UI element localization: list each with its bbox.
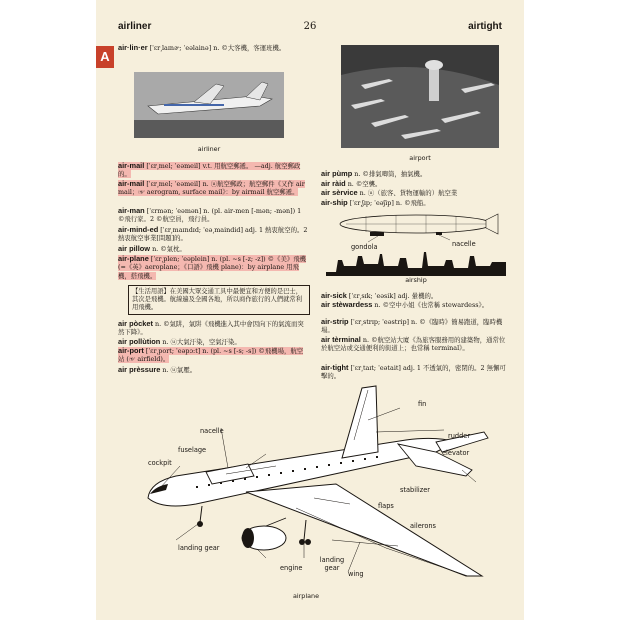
- headword: air pollùtion: [118, 337, 161, 346]
- airplane-label-rudder: rudder: [448, 432, 471, 440]
- airplane-label-fin: fin: [418, 400, 427, 408]
- headword: air sèrvice: [321, 188, 358, 197]
- entry-airplane: [118, 255, 308, 280]
- headword: air-tight: [321, 363, 349, 372]
- airliner-photo-art: [134, 72, 284, 138]
- entry-airmail-noun: [118, 180, 308, 197]
- airship-label-nacelle: nacelle: [452, 240, 476, 248]
- dictionary-page: [96, 0, 524, 620]
- letter-tab: A: [96, 46, 114, 68]
- headword: air-port: [118, 346, 144, 355]
- entry-airstrip: [321, 318, 506, 335]
- definition: [ˈɛr͵taɪt; ˈeətait] adj. 1 不透氣的，密閉的。2 無懈可擊的。: [321, 364, 506, 381]
- entry-airterminal: [321, 336, 506, 353]
- caption-airliner: airliner: [197, 145, 221, 153]
- airport-photo: [341, 45, 499, 148]
- definition: [ˈɛr͵laɪnɚ; ˈeəlainə] n. ©大客機，客運班機。: [147, 44, 286, 52]
- entry-airservice: [321, 189, 506, 197]
- definition: [ˈɛrmən; ˈeəmən] n. (pl. air-men [-mən; -mən]) 1 ©飛行家。2 ©航空員，飛行員。: [118, 207, 302, 224]
- entry-airpocket: [118, 320, 308, 337]
- entry-airport: [118, 347, 308, 364]
- header-left-word: airliner: [118, 21, 152, 32]
- headword: air-mail: [118, 161, 145, 170]
- headword: air-plane: [118, 254, 149, 263]
- headword: air ràid: [321, 179, 346, 188]
- headword: air pillow: [118, 244, 151, 253]
- definition: n. ©氣枕。: [150, 245, 186, 253]
- definition: [ˈɛr͵port; ˈeəpɔ:t] n. (pl. ~s [-s; -s]) ©飛機場，航空站 (☞ airfield)。: [118, 347, 304, 364]
- entry-airstewardess: [321, 301, 506, 309]
- page-number: 26: [303, 21, 317, 32]
- caption-airport: airport: [409, 154, 431, 162]
- definition: [ˈɛr͵ʃɪp; ˈeəʃip] n. ©飛船。: [347, 199, 430, 207]
- airplane-label-wing: wing: [348, 570, 364, 578]
- headword: air stèwardess: [321, 300, 373, 309]
- airliner-photo: [134, 72, 284, 138]
- airship-label-gondola: gondola: [351, 243, 378, 251]
- definition: [ˈɛr͵plen; ˈeəplein] n. (pl. ~s [-z; -z]) ©《美》飛機 (=《英》aeroplane；《口語》飛機 plane)：by airplane 用飛機，搭飛機。: [118, 255, 307, 280]
- airplane-label-stabilizer: stabilizer: [400, 486, 430, 494]
- definition: n. ⓤ（旅客、貨物運輸的）航空業: [357, 189, 458, 197]
- definition: [ˈɛr͵sɪk; ˈeəsik] adj. 暈機的。: [346, 292, 438, 300]
- entry-airliner: [118, 44, 308, 52]
- entry-airminded: [118, 226, 308, 243]
- definition: n. ⓤ氣壓。: [160, 366, 197, 374]
- entry-airpillow: [118, 245, 308, 253]
- usage-note-box: 【生活用語】在美國大眾交通工具中最便宜和方便的是巴士，其次是飛機。航線遍及全國各地，所以商作旅行的人們就常利用飛機。: [128, 285, 310, 315]
- entry-airmail-verb: [118, 162, 308, 179]
- headword: air-sick: [321, 291, 347, 300]
- definition: n. ©氣阱，氣阱《飛機進入其中會因向下的氣流而突然下降》。: [118, 320, 304, 337]
- headword: air tèrminal: [321, 335, 361, 344]
- airplane-label-engine: engine: [280, 564, 303, 572]
- headword: air-ship: [321, 198, 348, 207]
- headword: air pòcket: [118, 319, 153, 328]
- definition: [ˈɛr͵mel; ˈeəmeil] v.t. 用航空郵遞。 —adj. 航空郵政的。: [118, 162, 301, 179]
- headword: air·lin·er: [118, 43, 148, 52]
- airplane-label-nacelle: nacelle: [200, 427, 224, 435]
- headword: air-man: [118, 206, 145, 215]
- entry-airpressure: [118, 366, 308, 374]
- airport-photo-art: [341, 45, 499, 148]
- headword: air pùmp: [321, 169, 353, 178]
- entry-airship: [321, 199, 506, 207]
- caption-airship: airship: [405, 276, 427, 284]
- definition: n. ©空襲。: [345, 180, 382, 188]
- definition: [ˈɛr͵maɪndɪd; ˈeə͵maindid] adj. 1 熱衷航空的。2 熱衷航空事業[問題]的。: [118, 226, 308, 243]
- entry-airpollution: [118, 338, 308, 346]
- header-right-word: airtight: [468, 21, 502, 32]
- airplane-label-cockpit: cockpit: [148, 459, 172, 467]
- headword: air-strip: [321, 317, 349, 326]
- definition: n. ©航空站大廈《為旅客服務用的建築物，通常位於航空站或交通便利的街道上；也常稱 terminal》。: [321, 336, 506, 353]
- headword: air-mail: [118, 179, 145, 188]
- entry-airman: [118, 207, 308, 224]
- definition: n. ⓤ大氣汙染，空氣汙染。: [160, 338, 241, 346]
- headword: air-mind-ed: [118, 225, 159, 234]
- definition: [ˈɛr͵strɪp; ˈeəstrip] n. ©《臨時》簡易跑道，臨時機場。: [321, 318, 503, 335]
- entry-airtight: [321, 364, 506, 381]
- airplane-label-landing-gear-1: landing gear: [178, 544, 220, 552]
- entry-airpump: [321, 170, 506, 178]
- airplane-label-flaps: flaps: [378, 502, 394, 510]
- caption-airplane: airplane: [292, 592, 320, 600]
- definition: n. ©空中小姐《也常稱 stewardess》。: [372, 301, 489, 309]
- airplane-label-fuselage: fuselage: [178, 446, 207, 454]
- headword: air prèssure: [118, 365, 161, 374]
- definition: n. ©排氣唧筒，抽氣機。: [352, 170, 427, 178]
- airplane-label-ailerons: ailerons: [410, 522, 436, 530]
- airplane-label-elevator: elevator: [442, 449, 470, 457]
- definition: [ˈɛr͵mel; ˈeəmeil] n. ⓤ航空郵政；航空郵件《又作 air mail；☞ aerogram, surface mail》：by airmail 航空郵遞。: [118, 180, 305, 197]
- airplane-label-landing-gear-2: landing gear: [319, 556, 345, 572]
